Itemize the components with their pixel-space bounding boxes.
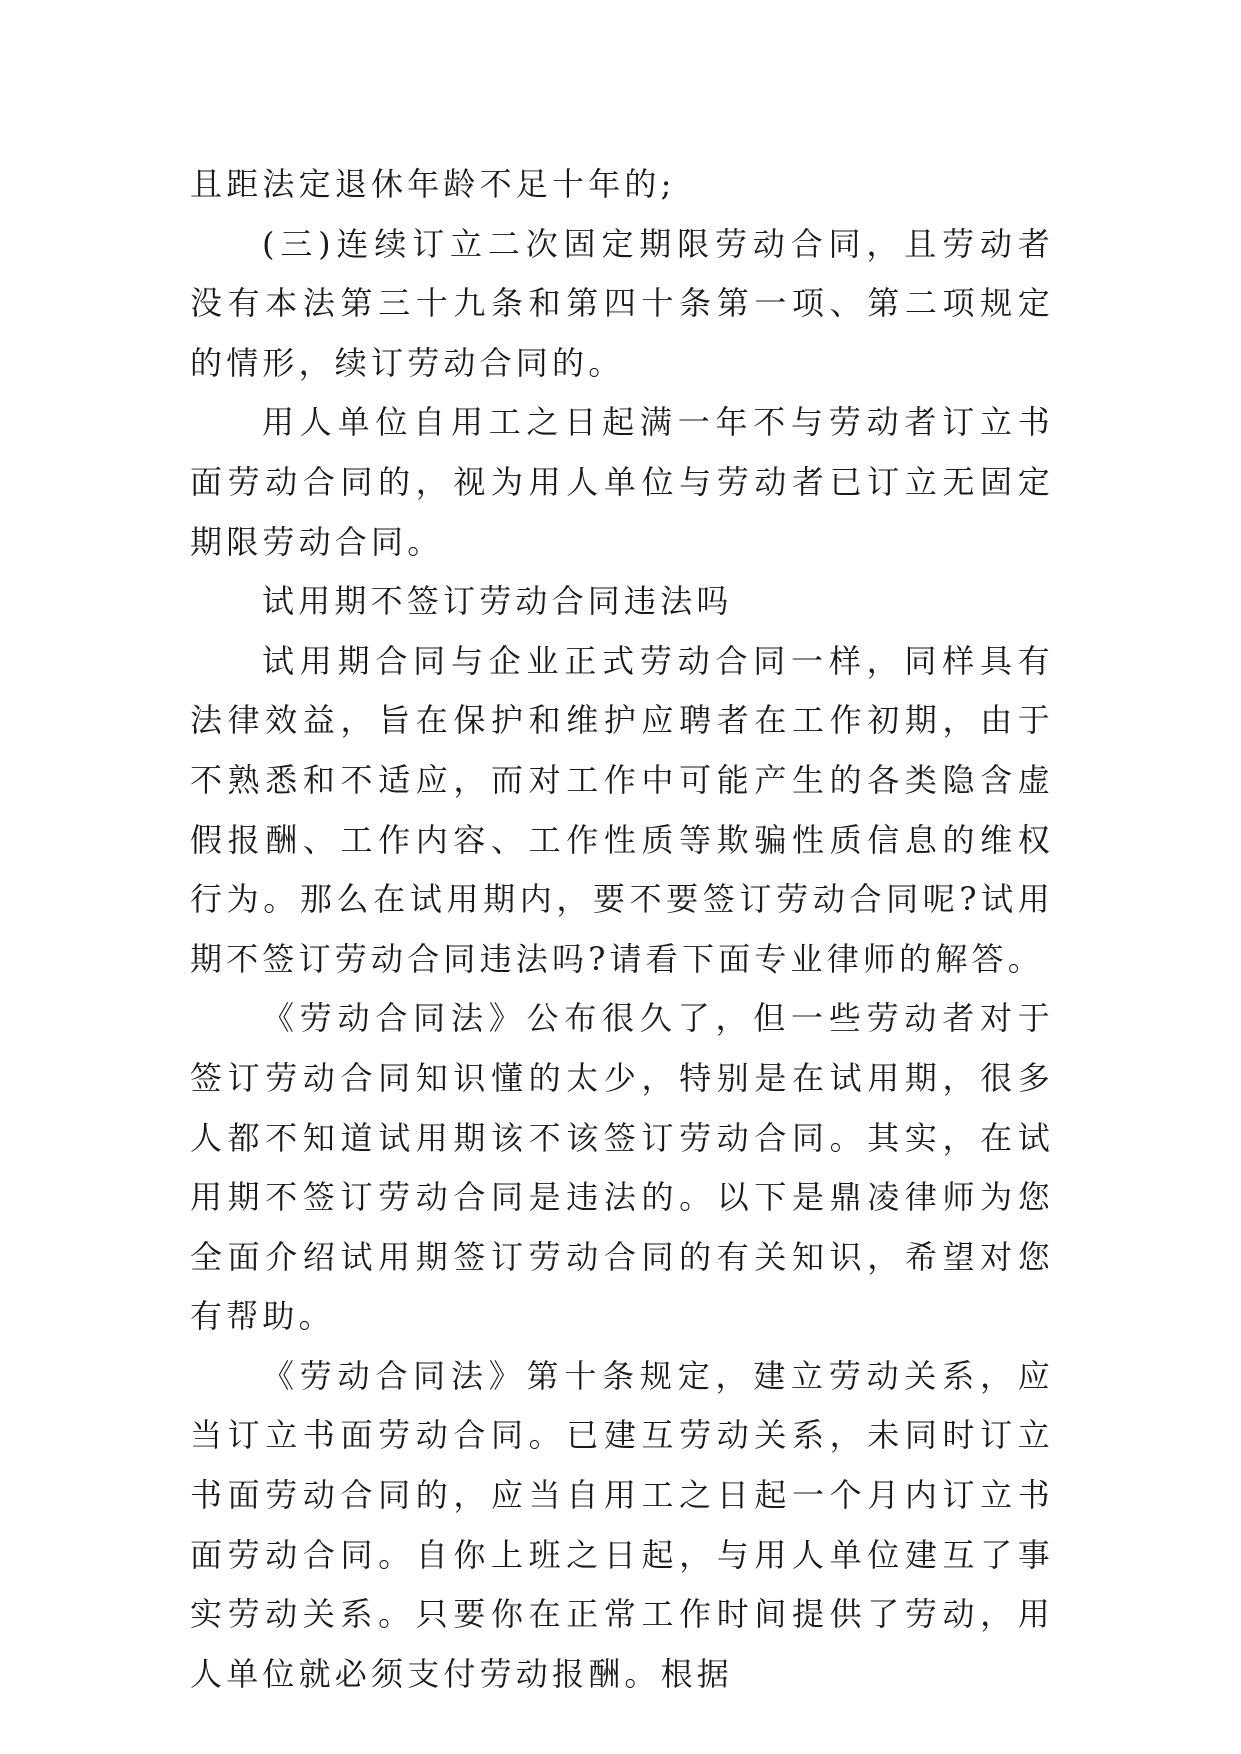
paragraph-law-overview: 《劳动合同法》公布很久了，但一些劳动者对于签订劳动合同知识懂的太少，特别是在试用期，很多人都不知道试用期该不该签订劳动合同。其实，在试用期不签订劳动合同是违法的。以下是鼎凌律师为您全面介绍试用期签订劳动合同的有关知识，希望对您有帮助。 [190, 999, 1054, 1336]
paragraph-item-three: (三)连续订立二次固定期限劳动合同，且劳动者没有本法第三十九条和第四十条第一项、第二项规定的情形，续订劳动合同的。 [190, 224, 1054, 382]
paragraph-one-year-rule: 用人单位自用工之日起满一年不与劳动者订立书面劳动合同的，视为用人单位与劳动者已订立无固定期限劳动合同。 [190, 403, 1054, 561]
paragraph-continuation: 且距法定退休年龄不足十年的; [190, 165, 676, 203]
paragraph-article-ten: 《劳动合同法》第十条规定，建立劳动关系，应当订立书面劳动合同。已建互劳动关系，未同时订立书面劳动合同的，应当自用工之日起一个月内订立书面劳动合同。自你上班之日起，与用人单位建互了事实劳动关系。只要你在正常工作时间提供了劳动，用人单位就必须支付劳动报酬。根据 [190, 1356, 1054, 1693]
section-heading: 试用期不签订劳动合同违法吗 [262, 582, 733, 621]
paragraph-probation-intro: 试用期合同与企业正式劳动合同一样，同样具有法律效益，旨在保护和维护应聘者在工作初期，由于不熟悉和不适应，而对工作中可能产生的各类隐含虚假报酬、工作内容、工作性质等欺骗性质信息的维权行为。那么在试用期内，要不要签订劳动合同呢?试用期不签订劳动合同违法吗?请看下面专业律师的解答。 [190, 641, 1054, 978]
document-body [190, 155, 1054, 1704]
